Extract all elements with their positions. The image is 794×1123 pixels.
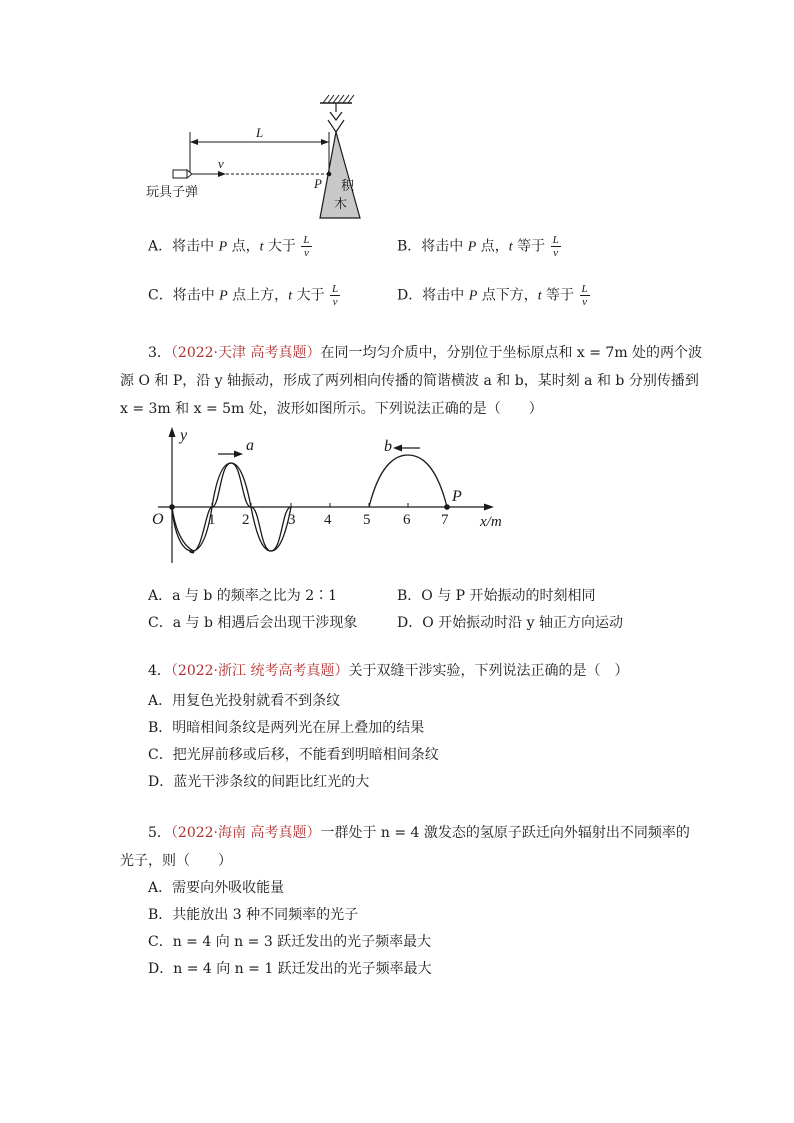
q3-stem-line-3: x = 3m 和 x = 5m 处，波形如图所示。下列说法正确的是（ ） (120, 401, 543, 417)
q3-line1: 在同一均匀介质中，分别位于坐标原点和 x = 7m 处的两个波 (320, 345, 703, 361)
q4-option-d[interactable]: D．蓝光干涉条纹的间距比红光的大 (148, 774, 370, 790)
x-tick-2: 2 (242, 512, 250, 528)
q3-stem-line-1 (148, 340, 702, 366)
q3-wave-graph (140, 423, 520, 568)
q2-b-p: P (467, 239, 477, 255)
origin-label: O (152, 511, 164, 528)
q2-b-rel: 等于 (512, 238, 550, 255)
q5-option-b[interactable]: B．共能放出 3 种不同频率的光子 (148, 907, 359, 923)
q2-b-pre: B．将击中 (397, 238, 468, 255)
q4-source: （2022·浙江 统考高考真题） (170, 663, 349, 679)
wave-b (369, 455, 447, 507)
q5-stem-line-2: 光子，则（ ） (120, 853, 232, 869)
q2-c-pre: C．将击中 (148, 287, 220, 304)
q2-d-pre: D．将击中 (397, 287, 469, 304)
block-label-1: 积 (341, 179, 355, 194)
q2-option-d[interactable] (397, 283, 591, 308)
q2-c-rel: 大于 (292, 287, 329, 304)
q3-number: 3． (148, 345, 171, 361)
q5-stem-line-1 (148, 820, 690, 846)
q2-d-mid: 点下方， (477, 287, 538, 304)
wave-a (172, 463, 291, 553)
origin-point (169, 504, 175, 510)
label-l: L (256, 125, 264, 140)
q4-option-b[interactable]: B．明暗相间条纹是两列光在屏上叠加的结果 (148, 720, 425, 736)
point-p-label: P (452, 488, 462, 505)
q3-stem-line-2: 源 O 和 P，沿 y 轴振动，形成了两列相向传播的简谐横波 a 和 b，某时刻 a 和 b 分别传播到 (120, 373, 699, 389)
x-tick-6: 6 (403, 512, 411, 528)
q5-line1: 一群处于 n = 4 激发态的氢原子跃迁向外辐射出不同频率的 (320, 825, 690, 841)
q2-b-fraction: $\frac{L}{v}$ (552, 234, 559, 259)
q4-number: 4． (148, 663, 171, 679)
x-tick-labels (208, 512, 449, 528)
label-toy-bullet: 玩具子弹 (146, 185, 199, 200)
q4-stem-text: 关于双缝干涉实验，下列说法正确的是（ ） (348, 663, 629, 679)
axis-label-x: x/m (480, 514, 502, 530)
point-p-graph (444, 504, 450, 510)
q3-source: （2022·天津 高考真题） (170, 345, 321, 361)
point-p (327, 172, 332, 177)
q2-c-mid: 点上方， (227, 287, 289, 304)
q2-c-fraction: $\frac{L}{v}$ (331, 283, 339, 308)
axis-label-y: y (180, 427, 188, 444)
q5-number: 5． (148, 825, 171, 841)
q2-b-t: t (508, 239, 513, 255)
toy-bullet (173, 170, 187, 178)
block-label-2: 木 (334, 197, 348, 212)
q2-option-c[interactable] (148, 283, 341, 308)
q2-a-p: P (218, 239, 228, 255)
x-tick-4: 4 (324, 512, 332, 528)
q2-figure (140, 90, 400, 225)
q3-option-b[interactable]: B．O 与 P 开始振动的时刻相同 (397, 588, 596, 604)
q3-option-d[interactable]: D．O 开始振动时沿 y 轴正方向运动 (397, 615, 623, 631)
q2-a-t: t (259, 239, 264, 255)
q4-stem (148, 658, 628, 684)
q2-b-mid: 点， (476, 238, 509, 255)
q3-option-a[interactable]: A．a 与 b 的频率之比为 2∶1 (148, 588, 338, 604)
q2-option-b[interactable] (397, 234, 562, 259)
q2-a-mid: 点， (227, 238, 260, 255)
x-tick-7: 7 (441, 512, 449, 528)
x-tick-3: 3 (288, 512, 296, 528)
q2-c-p: P (219, 288, 228, 304)
wave-b-label: b (384, 438, 392, 455)
q2-d-rel: 等于 (541, 287, 579, 304)
x-tick-5: 5 (363, 512, 371, 528)
wave-a-label: a (246, 437, 254, 454)
q2-option-a[interactable] (148, 234, 313, 259)
label-v: v (218, 156, 224, 171)
q2-a-fraction: $\frac{L}{v}$ (303, 234, 310, 259)
q2-d-fraction: $\frac{L}{v}$ (581, 283, 588, 308)
q2-a-rel: 大于 (263, 238, 301, 255)
q2-c-t: t (288, 288, 293, 304)
q5-source: （2022·海南 高考真题） (170, 825, 321, 841)
q5-option-c[interactable]: C．n = 4 向 n = 3 跃迁发出的光子频率最大 (148, 934, 432, 950)
q2-d-p: P (468, 288, 478, 304)
q4-option-a[interactable]: A．用复色光投射就看不到条纹 (148, 693, 341, 709)
x-tick-1: 1 (208, 512, 216, 528)
q4-option-c[interactable]: C．把光屏前移或后移，不能看到明暗相间条纹 (148, 747, 439, 763)
q5-option-a[interactable]: A．需要向外吸收能量 (148, 880, 285, 896)
q5-option-d[interactable]: D．n = 4 向 n = 1 跃迁发出的光子频率最大 (148, 961, 432, 977)
q3-option-c[interactable]: C．a 与 b 相遇后会出现干涉现象 (148, 615, 358, 631)
q2-d-t: t (537, 288, 542, 304)
label-p: P (314, 176, 322, 191)
q2-a-pre: A．将击中 (148, 238, 219, 255)
